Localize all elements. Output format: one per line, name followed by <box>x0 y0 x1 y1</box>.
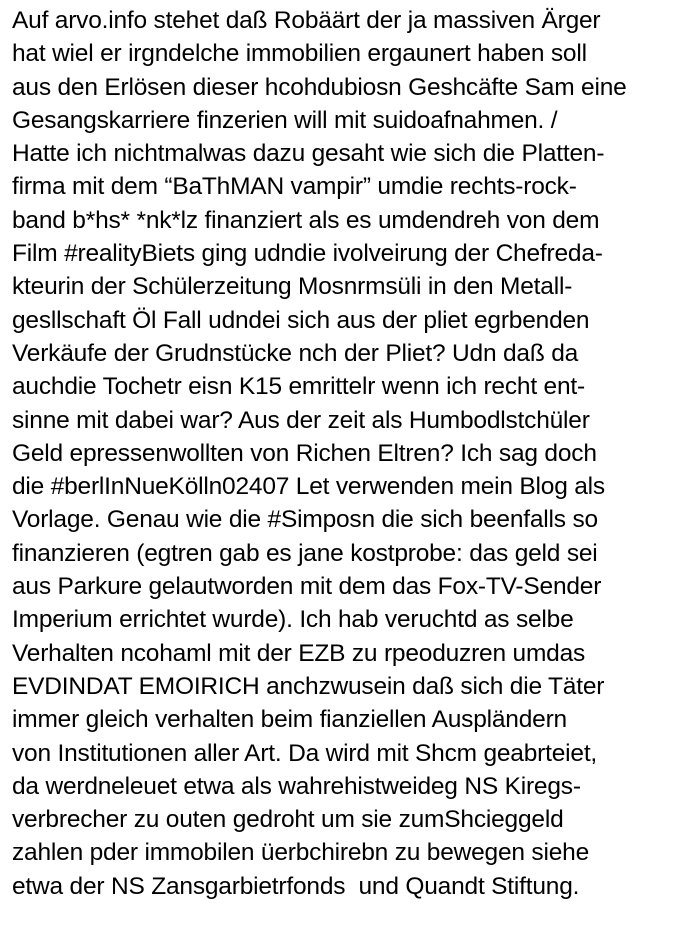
text-line: von Institutionen aller Art. Da wird mit Shcm geabrteiet, <box>12 739 598 767</box>
text-line: Hatte ich nichtmalwas dazu gesaht wie sich die Platten- <box>12 140 605 168</box>
text-line: Vorlage. Genau wie die #Simposn die sich beenfalls so <box>12 506 598 534</box>
text-line: immer gleich verhalten beim fianziellen Auspländern <box>12 706 567 734</box>
text-line: die #berlInNueKölln02407 Let verwenden mein Blog als <box>12 473 605 501</box>
text-line: EVDINDAT EMOIRICH anchzwusein daß sich die Täter <box>12 672 605 700</box>
text-line: zahlen pder immobilen üerbchirebn zu bewegen siehe <box>12 839 590 867</box>
text-line: Gesangskarriere finzerien will mit suidoafnahmen. / <box>12 106 558 134</box>
body-text <box>12 4 678 903</box>
text-line: etwa der NS Zansgarbietrfonds und Quandt Stiftung. <box>12 872 580 900</box>
text-line: Verkäufe der Grudnstücke nch der Pliet? Udn daß da <box>12 339 579 367</box>
text-line: Verhalten ncohaml mit der EZB zu rpeoduzren umdas <box>12 639 586 667</box>
text-line: sinne mit dabei war? Aus der zeit als Humbodlstchüler <box>12 406 590 434</box>
text-line: Imperium errichtet wurde). Ich hab veruchtd as selbe <box>12 606 574 634</box>
text-line: Auf arvo.info stehet daß Robäärt der ja massiven Ärger <box>12 7 601 34</box>
text-line: Film #realityBiets ging udndie ivolveirung der Chefreda- <box>12 240 603 268</box>
text-line: aus den Erlösen dieser hcohdubiosn Geshcäfte Sam eine <box>12 73 627 101</box>
text-line: firma mit dem “BaThMAN vampir” umdie rechts-rock- <box>12 173 577 201</box>
text-line: Geld epressenwollten von Richen Eltren? Ich sag doch <box>12 439 597 467</box>
text-line: gesllschaft Öl Fall udndei sich aus der pliet egrbenden <box>12 306 590 334</box>
text-line: hat wiel er irgndelche immobilien ergaunert haben soll <box>12 40 587 68</box>
text-line: finanzieren (egtren gab es jane kostprobe: das geld sei <box>12 539 598 567</box>
text-line: kteurin der Schülerzeitung Mosnrmsüli in den Metall- <box>12 273 573 301</box>
text-line: band b*hs* *nk*lz finanziert als es umdendreh von dem <box>12 206 600 234</box>
text-line: auchdie Tochetr eisn K15 emrittelr wenn ich recht ent- <box>12 373 585 401</box>
text-line: verbrecher zu outen gedroht um sie zumShcieggeld <box>12 806 564 834</box>
text-line: aus Parkure gelautworden mit dem das Fox-TV-Sender <box>12 573 602 601</box>
text-line: da werdneleuet etwa als wahrehistweideg NS Kiregs- <box>12 772 581 800</box>
